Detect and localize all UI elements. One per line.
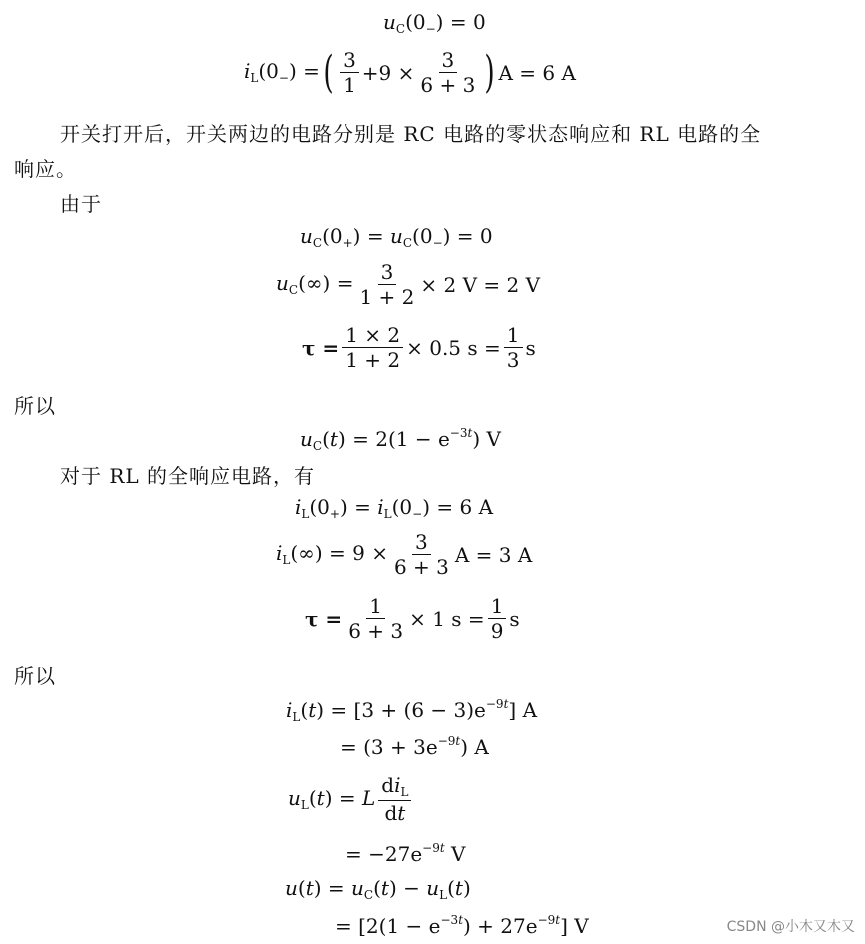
equation-il-t: $i_L(t) = [3 + (6 - 3)e^{-9t}]$ A bbox=[286, 697, 538, 724]
equation-uc-inf: $u_C(\infty)$ = $\frac{3}{1 + 2}$ × 2 V = 2 V bbox=[276, 260, 541, 309]
equation-u-t: $u(t) = u_C(t) - u_L(t)$ bbox=[285, 876, 471, 902]
equation-u-t-result: = $[2(1 - e^{-3t}) + 27e^{-9t}]$ V bbox=[335, 913, 589, 938]
equation-tau-rc: τ = $\frac{1 \times 2}{1 + 2}$ × 0.5 s = $\frac{1}{3}$ s bbox=[302, 323, 536, 372]
equation-il-0minus: $i_L(0_-)$ = ( $\frac{3}{1}$ +9 × $\frac{3}{6 + 3}$ ) A = 6 A bbox=[244, 46, 576, 98]
equation-ul-t: $u_L(t) = L$ $\frac{di_L}{dt}$ bbox=[288, 775, 414, 823]
equation-uc-0plus: $u_C(0_+) = u_C(0_-) = 0$ bbox=[300, 224, 493, 250]
csdn-watermark: CSDN @小木又木又 bbox=[726, 919, 855, 935]
equation-ul-t-result: = $-27e^{-9t}$ V bbox=[345, 841, 466, 866]
equation-il-0plus: $i_L(0_+) = i_L(0_-) = 6$ A bbox=[295, 495, 494, 521]
equation-tau-rl: τ = $\frac{1}{6 + 3}$ × 1 s = $\frac{1}{9}$ s bbox=[305, 594, 520, 643]
equation-il-t-simplified: = $(3 + 3e^{-9t})$ A bbox=[340, 734, 489, 759]
paragraph-switch-open: 开关打开后，开关两边的电路分别是 RC 电路的零状态响应和 RL 电路的全 bbox=[60, 122, 762, 146]
label-since: 由于 bbox=[60, 192, 102, 216]
equation-il-inf: $i_L(\infty) = 9$ × $\frac{3}{6 + 3}$ A = 3 A bbox=[276, 530, 533, 579]
equation-uc-0minus: $u_C(0_-) = 0$ bbox=[383, 10, 486, 36]
paragraph-switch-open-cont: 响应。 bbox=[14, 157, 77, 181]
equation-uc-t: $u_C(t) = 2(1 - e^{-3t})$ V bbox=[300, 426, 501, 453]
label-therefore-2: 所以 bbox=[14, 664, 56, 688]
label-therefore-1: 所以 bbox=[14, 394, 56, 418]
paragraph-rl-response: 对于 RL 的全响应电路，有 bbox=[60, 464, 316, 488]
